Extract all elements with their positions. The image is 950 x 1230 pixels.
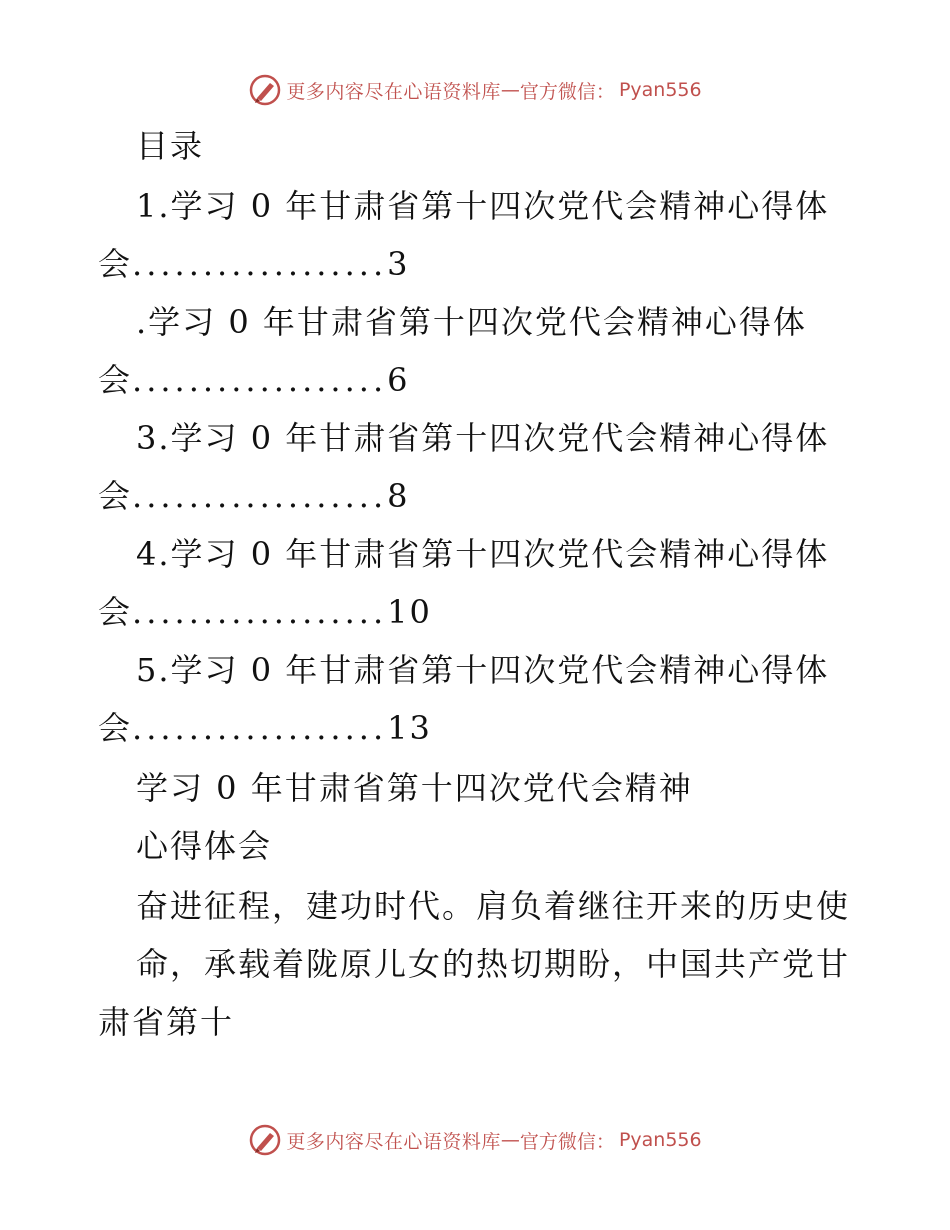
toc-entry-1-leader: [0, 244, 950, 284]
toc-entry-cont: 会: [98, 709, 133, 747]
watermark-separator: —: [500, 1129, 520, 1151]
toc-entry-4-title: 4.学习 0 年甘肃省第十四次党代会精神心得体: [136, 535, 830, 573]
toc-page-number: 13: [387, 709, 432, 747]
toc-page-number: 3: [387, 245, 410, 283]
watermark-wechat-label: 官方微信：: [519, 80, 615, 103]
toc-entry-5-leader: [0, 708, 950, 748]
toc-page-number: 6: [387, 361, 410, 399]
toc-entry-cont: 会: [98, 361, 133, 399]
footer-watermark: [0, 1120, 950, 1160]
toc-entry-3-title: 3.学习 0 年甘肃省第十四次党代会精神心得体: [136, 419, 830, 457]
watermark-separator: —: [500, 79, 520, 101]
watermark-brand: 更多内容尽在心语资料库: [286, 1130, 501, 1153]
toc-entry-2-title: .学习 0 年甘肃省第十四次党代会精神心得体: [136, 303, 807, 341]
article-body-line-2: 命，承载着陇原儿女的热切期盼，中国共产党甘: [136, 945, 851, 983]
toc-leader-dots: ..................: [132, 477, 388, 515]
watermark-wechat-id: Pyan556: [618, 1129, 702, 1151]
toc-entry-cont: 会: [98, 593, 133, 631]
pen-logo-icon: [248, 73, 282, 107]
watermark-wechat-id: Pyan556: [618, 79, 702, 101]
toc-leader-dots: ..................: [132, 709, 388, 747]
toc-page-number: 10: [387, 593, 432, 631]
article-title-line-1: 学习 0 年甘肃省第十四次党代会精神: [136, 769, 693, 807]
toc-leader-dots: ..................: [132, 593, 388, 631]
toc-leader-dots: ..................: [132, 245, 388, 283]
pen-logo-icon: [248, 1123, 282, 1157]
toc-entry-cont: 会: [98, 477, 133, 515]
toc-heading: 目录: [136, 127, 205, 165]
article-body-line-1: 奋进征程，建功时代。肩负着继往开来的历史使: [136, 887, 851, 925]
toc-leader-dots: ..................: [132, 361, 388, 399]
toc-entry-3-leader: [0, 476, 950, 516]
toc-entry-cont: 会: [98, 245, 133, 283]
toc-entry-2-leader: [0, 360, 950, 400]
toc-page-number: 8: [387, 477, 410, 515]
header-watermark: [0, 70, 950, 110]
toc-entry-4-leader: [0, 592, 950, 632]
watermark-wechat-label: 官方微信：: [519, 1130, 615, 1153]
article-title-line-2: 心得体会: [136, 827, 273, 865]
toc-entry-5-title: 5.学习 0 年甘肃省第十四次党代会精神心得体: [136, 651, 830, 689]
article-body-line-3: 肃省第十: [98, 1003, 235, 1041]
watermark-brand: 更多内容尽在心语资料库: [286, 80, 501, 103]
toc-entry-1-title: 1.学习 0 年甘肃省第十四次党代会精神心得体: [136, 187, 830, 225]
